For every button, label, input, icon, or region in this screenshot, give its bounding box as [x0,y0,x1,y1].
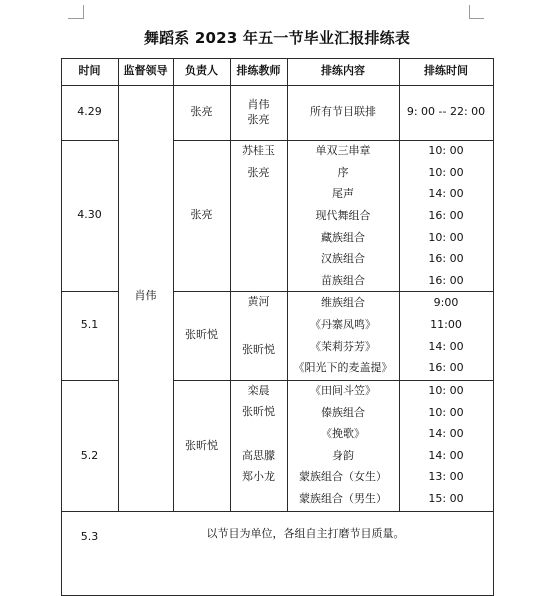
date-cell: 4.30 [77,208,102,221]
time-cell: 11:00 [430,318,462,331]
content-cell: 蒙族组合（女生） [299,470,387,483]
time-cell: 14: 00 [428,187,464,200]
time-cell: 10: 00 [428,384,464,397]
content-cell: 维族组合 [321,296,365,309]
teacher-name: 高思朦 [242,449,275,462]
content-cell: 序 [337,166,349,179]
content-cell: 《阳光下的麦盖提》 [293,361,393,374]
time-cell: 14: 00 [428,449,464,462]
time-cell: 14: 00 [428,427,464,440]
header-supervisor: 监督领导 [123,64,168,77]
page-corner-mark [469,5,470,19]
time-cell: 10: 00 [428,144,464,157]
teacher-name: 张亮 [247,166,270,179]
content-cell: 藏族组合 [321,231,365,244]
content-cell: 《丹寨凤鸣》 [310,318,376,331]
header-content: 排练内容 [321,64,365,77]
content-cell: 蒙族组合（男生） [299,492,387,505]
date-cell: 5.1 [80,318,99,331]
content-cell: 尾声 [332,187,354,200]
leader-cell: 张亮 [190,208,213,221]
header-teacher: 排练教师 [236,64,281,77]
leader-cell: 张亮 [190,105,213,118]
time-cell: 14: 00 [428,340,464,353]
header-rehearsal-time: 排练时间 [424,64,468,77]
time-cell: 10: 00 [428,166,464,179]
content-cell: 现代舞组合 [315,209,371,222]
table-rule [173,291,494,292]
table-rule [61,85,494,86]
content-cell: 单双三串章 [315,144,371,157]
time-cell: 13: 00 [428,470,464,483]
teacher-name: 张亮 [247,113,270,126]
content-cell: 身韵 [332,449,354,462]
content-cell: 傣族组合 [321,406,365,419]
teacher-name: 张昕悦 [242,343,275,356]
table-rule [493,58,494,596]
time-cell: 16: 00 [428,209,464,222]
table-rule [118,58,119,512]
time-cell: 10: 00 [428,406,464,419]
table-rule [61,58,494,59]
table-rule [61,140,118,141]
content-cell: 《田间斗笠》 [310,384,376,397]
content-cell: 所有节目联排 [310,105,376,118]
time-cell: 16: 00 [428,252,464,265]
table-rule [61,511,494,512]
teacher-name: 黄河 [247,295,270,308]
time-cell: 9: 00 -- 22: 00 [406,105,486,118]
leader-cell: 张昕悦 [185,328,218,341]
teacher-name: 苏桂玉 [242,144,275,157]
leader-cell: 张昕悦 [185,439,218,452]
page-corner-mark [83,5,84,19]
content-cell: 《茉莉芬芳》 [310,340,376,353]
table-rule [61,291,118,292]
date-cell: 4.29 [77,105,102,118]
schedule-table [61,58,494,596]
content-cell: 《挽歌》 [321,427,365,440]
date-cell: 5.3 [80,530,99,543]
content-cell: 苗族组合 [321,274,365,287]
teacher-name: 肖伟 [247,98,270,111]
date-cell: 5.2 [80,449,99,462]
time-cell: 10: 00 [428,231,464,244]
time-cell: 15: 00 [428,492,464,505]
time-cell: 16: 00 [428,361,464,374]
page-corner-mark [68,18,83,19]
header-time: 时间 [78,64,101,77]
table-rule [173,380,494,381]
teacher-name: 郑小龙 [242,470,275,483]
teacher-name: 张昕悦 [242,405,275,418]
supervisor-cell: 肖伟 [134,289,157,302]
note-cell: 以节目为单位，各组自主打磨节目质量。 [206,527,405,540]
document-title: 舞蹈系 2023 年五一节毕业汇报排练表 [143,29,411,47]
page-corner-mark [469,18,484,19]
table-rule [61,380,118,381]
teacher-name: 栾晨 [247,384,270,397]
table-rule [173,140,494,141]
time-cell: 9:00 [433,296,459,309]
content-cell: 汉族组合 [321,252,365,265]
time-cell: 16: 00 [428,274,464,287]
header-leader: 负责人 [185,64,218,77]
